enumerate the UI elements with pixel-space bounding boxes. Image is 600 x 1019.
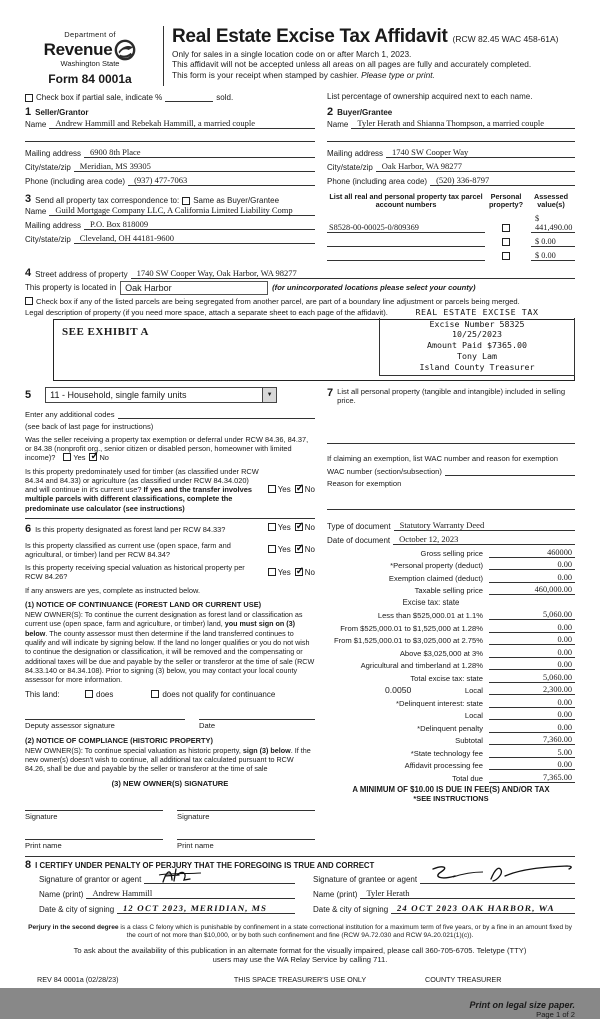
legal-size-note: Print on legal size paper. [469, 999, 575, 1010]
grantee-name-label: Name (print) [313, 889, 358, 899]
deputy-date-line[interactable] [199, 709, 315, 720]
stamp-title: REAL ESTATE EXCISE TAX [415, 306, 539, 317]
seller-city-input[interactable]: Meridian, MS 39305 [74, 161, 315, 172]
exemption-no-checkbox[interactable] [89, 453, 97, 461]
section-7-number: 7 [327, 386, 334, 399]
local-tax-value[interactable]: 2,300.00 [489, 685, 575, 695]
exhibit-a-text: SEE EXHIBIT A [62, 325, 150, 338]
rev-form-number: REV 84 0001a (02/28/23) [37, 974, 119, 984]
owner-print-name-line-1[interactable] [25, 829, 163, 840]
historic-no-checkbox[interactable] [295, 568, 303, 576]
current-use-question: Is this property classified as current use (open space, farm and agricultural, or timber) land per RCW 84.34? Yes ✓ No [25, 541, 315, 560]
assessed-value-input[interactable]: $ 0.00 [531, 251, 575, 261]
tax-row: Subtotal 7,360.00 [327, 735, 575, 745]
local-tax-row: 0.0050 Local 2,300.00 [327, 685, 575, 695]
grantor-name-input[interactable]: Andrew Hammill [86, 888, 295, 899]
stamp-amount-paid: Amount Paid $7365.00 [427, 340, 527, 351]
historic-question: Is this property receiving special valuation as historical property per RCW 84.26? Yes ✓ No [25, 563, 315, 582]
ownership-percent-note: List percentage of ownership acquired next to each name. [327, 92, 533, 101]
section-8-number: 8 [25, 858, 32, 871]
same-as-buyer-label: Same as Buyer/Grantee [193, 196, 280, 205]
total-due-value[interactable]: 7,365.00 [489, 773, 575, 783]
seller-name-label: Name [25, 120, 47, 129]
buyer-name-input[interactable]: Tyler Herath and Shianna Thompson, a married couple [351, 118, 575, 129]
section-5-number: 5 [25, 388, 32, 401]
section-divider [25, 518, 315, 519]
stamp-treasurer-title: Island County Treasurer [419, 361, 535, 372]
total-state-tax-value[interactable]: 5,060.00 [489, 673, 575, 683]
type-of-document-label: Type of document [327, 521, 391, 531]
tax-row: Total excise tax: state 5,060.00 [327, 673, 575, 683]
owner-print-name-line-2[interactable] [177, 829, 315, 840]
partial-sale-label: Check box if partial sale, indicate % [36, 93, 163, 102]
type-of-document-input[interactable]: Statutory Warranty Deed [394, 520, 575, 531]
forest-land-question: 6 Is this property designated as forest land per RCW 84.33? Yes ✓ No [25, 523, 315, 537]
grantee-signature [425, 863, 575, 885]
minimum-due-note: A MINIMUM OF $10.00 IS DUE IN FEE(S) AND/OR TAX [352, 785, 550, 795]
corr-name-label: Name [25, 207, 47, 216]
personal-property-label: List all personal property (tangible and intangible) included in selling price. [337, 386, 566, 406]
corr-name-input[interactable]: Guild Mortgage Company LLC, A California Limited Liability Comp [49, 205, 315, 216]
seller-grantor-title: Seller/Grantor [35, 108, 89, 117]
new-owner-signature-title: (3) NEW OWNER(S) SIGNATURE [111, 778, 229, 788]
tier1-tax-value[interactable]: 5,060.00 [489, 610, 575, 620]
delinquent-interest-local-value[interactable]: 0.00 [489, 710, 575, 720]
seller-city-label: City/state/zip [25, 163, 71, 172]
perjury-notice: Perjury in the second degree is a class C felony which is punishable by confinement in a state correctional institution for a maximum term of five years, or by a fine in an amount fixed by the court of not more than $10,000, or by both such confinement and fine (RCW 9A.72.030 and RCW 9A.20.021(1)(c)). [28, 923, 572, 940]
tax-row: *State technology fee 5.00 [327, 748, 575, 758]
additional-codes-label: Enter any additional codes [25, 409, 115, 419]
assessed-value-input[interactable]: $ 441,490.00 [531, 214, 575, 233]
deputy-date-label: Date [199, 720, 216, 730]
exemption-yes-checkbox[interactable] [63, 453, 71, 461]
print-instructions [25, 1000, 575, 1019]
grantee-signature-label: Signature of grantee or agent [313, 874, 418, 884]
does-not-label: does not qualify for continuance [162, 689, 276, 699]
parcel-personal-checkbox[interactable] [502, 238, 510, 246]
header-note-3: This form is your receipt when stamped by cashier. Please type or print. [172, 69, 435, 80]
affidavit-processing-fee-value[interactable]: 0.00 [489, 760, 575, 770]
seller-mailing-label: Mailing address [25, 149, 82, 158]
buyer-name-label: Name [327, 120, 349, 129]
deputy-signature-label: Deputy assessor signature [25, 720, 115, 730]
grantee-name-input[interactable]: Tyler Herath [360, 888, 575, 899]
partial-percent-input[interactable] [165, 92, 213, 102]
print-name-label: Print name [25, 840, 62, 850]
tax-row: Local 0.00 [327, 710, 575, 720]
parcel-personal-checkbox[interactable] [502, 224, 510, 232]
parcel-numbers-header: List all real and personal property tax parcel account numbers [329, 192, 483, 210]
seller-phone-input[interactable]: (937) 477-7063 [128, 175, 315, 186]
treasurer-stamp [379, 307, 575, 377]
date-of-document-input[interactable]: October 12, 2023 [393, 534, 575, 545]
agency-block [25, 26, 155, 86]
exemption-claimed-value[interactable]: 0.00 [489, 573, 575, 583]
section-2-buyer [327, 106, 575, 189]
forest-yes-checkbox[interactable] [268, 523, 276, 531]
buyer-city-input[interactable]: Oak Harbor, WA 98277 [376, 161, 575, 172]
section-5-use-code [25, 387, 315, 403]
legal-description-label: Legal description of property (if you need more space, attach a separate sheet to each page of the affidavit). [25, 307, 388, 317]
parcel-row [327, 214, 575, 233]
grantor-signature-label: Signature of grantor or agent [39, 874, 142, 884]
section-1-seller [25, 106, 315, 189]
notice-of-compliance [25, 736, 315, 850]
does-label: does [96, 689, 114, 699]
additional-codes-input[interactable] [118, 409, 316, 419]
corr-mailing-label: Mailing address [25, 221, 82, 230]
located-in-label: This property is located in [25, 283, 117, 293]
alternate-format-notice: To ask about the availability of this publication in an alternate format for the visually impaired, please call 360-705-6705. Teletype (TTY) users may use the WA Relay Service by calling 711. [73, 945, 527, 965]
codes-instructions-note: (see back of last page for instructions) [25, 421, 154, 431]
rcw-reference: (RCW 82.45 WAC 458-61A) [452, 34, 559, 44]
treasurer-use-only-label: THIS SPACE TREASURER'S USE ONLY [233, 974, 367, 984]
historic-yes-checkbox[interactable] [268, 568, 276, 576]
exemption-claim-label: If claiming an exemption, list WAC number and reason for exemption [327, 453, 559, 463]
assessed-value-header: Assessed value(s) [533, 192, 569, 210]
tax-row: Exemption claimed (deduct) 0.00 [327, 573, 575, 583]
deputy-signature-line[interactable] [25, 709, 185, 720]
tier3-tax-value[interactable]: 0.00 [489, 635, 575, 645]
section-2-number: 2 [327, 106, 334, 118]
seller-mailing-input[interactable]: 6900 8th Place [84, 147, 315, 158]
buyer-grantee-title: Buyer/Grantee [337, 108, 393, 117]
parcel-number-input[interactable] [327, 251, 485, 261]
grantor-name-label: Name (print) [39, 889, 84, 899]
seller-phone-label: Phone (including area code) [25, 177, 126, 186]
tax-row: Less than $525,000.01 at 1.1% 5,060.00 [327, 610, 575, 620]
stamp-treasurer-name: Tony Lam [457, 350, 497, 361]
section-7-personal-property [327, 387, 575, 406]
personal-property-header: Personal property? [488, 192, 524, 210]
parcel-table [327, 193, 575, 261]
grantee-date-label: Date & city of signing [313, 904, 389, 914]
date-of-document-label: Date of document [327, 535, 391, 545]
unincorporated-note: (for unincorporated locations please select your county) [272, 283, 476, 293]
buyer-mailing-label: Mailing address [327, 149, 384, 158]
tax-row: From $1,525,000.01 to $3,025,000 at 2.75% 0.00 [327, 635, 575, 645]
street-address-input[interactable]: 1740 SW Cooper Way, Oak Harbor, WA 98277 [131, 268, 575, 279]
signature-label: Signature [177, 811, 210, 821]
land-qualify-row [25, 690, 315, 699]
form-header [25, 26, 575, 86]
land-does-checkbox[interactable] [85, 690, 93, 698]
notice-of-continuance [25, 600, 315, 730]
tax-row: Total due 7,365.00 [327, 773, 575, 783]
notice-2-title: (2) NOTICE OF COMPLIANCE (HISTORIC PROPERTY) [25, 735, 213, 745]
personal-property-input[interactable] [327, 434, 575, 444]
parcel-personal-checkbox[interactable] [502, 252, 510, 260]
parcel-row [327, 251, 575, 261]
buyer-phone-label: Phone (including area code) [327, 177, 428, 186]
timber-question: Is this property predominately used for timber (as classified under RCW 84.34 and 84.33) or agriculture (as classified under RCW 84.34.020) and will continue in it's current use? If yes and the transfer involves multiple parcels with different classifications, complete the predominate use calculator (see instructions) Yes ✓ No [25, 467, 315, 513]
street-address-label: Street address of property [35, 269, 128, 279]
this-land-label: This land: [25, 689, 60, 699]
section-8-certification [25, 856, 575, 918]
tier4-tax-value[interactable]: 0.00 [489, 648, 575, 658]
delinquent-interest-state-value[interactable]: 0.00 [489, 698, 575, 708]
corr-city-input[interactable]: Cleveland, OH 44181-9600 [74, 233, 315, 244]
reason-exemption-label: Reason for exemption [327, 478, 402, 488]
corr-mailing-input[interactable]: P.O. Box 818009 [84, 219, 315, 230]
tax-row: *Personal property (deduct) 0.00 [327, 560, 575, 570]
local-rate-value: 0.0050 [385, 685, 412, 696]
wac-number-input[interactable] [445, 466, 575, 476]
partial-sold-label: sold. [216, 93, 234, 102]
parcel-row [327, 237, 575, 247]
county-treasurer-label: COUNTY TREASURER [425, 974, 502, 984]
seller-name-input[interactable]: Andrew Hammill and Rebekah Hammill, a married couple [49, 118, 315, 129]
agricultural-tax-value[interactable]: 0.00 [489, 660, 575, 670]
notice-1-title: (1) NOTICE OF CONTINUANCE (FOREST LAND OR CURRENT USE) [25, 599, 262, 609]
tax-row: Gross selling price 460000 [327, 548, 575, 558]
dor-swoosh-logo-icon [114, 39, 136, 61]
land-does-not-checkbox[interactable] [151, 690, 159, 698]
revenue-wordmark: Revenue [43, 40, 113, 59]
currentuse-no-checkbox[interactable] [295, 545, 303, 553]
stamp-excise-number: Excise Number 58325 [429, 318, 525, 329]
exemption-question: Was the seller receiving a property tax exemption or deferral under RCW 84.36, 84.37, or 84.38 (nonprofit org., senior citizen or disabled person, homeowner with limited income)? Yes ✓ No [25, 435, 315, 463]
section-3-number: 3 [25, 193, 32, 205]
assessed-value-input[interactable]: $ 0.00 [531, 237, 575, 247]
if-yes-note: If any answers are yes, complete as instructed below. [25, 585, 200, 595]
section-1-number: 1 [25, 106, 32, 118]
header-divider [163, 26, 164, 86]
tier2-tax-value[interactable]: 0.00 [489, 623, 575, 633]
forest-no-checkbox[interactable] [295, 523, 303, 531]
section-4-number: 4 [25, 266, 32, 279]
corr-city-label: City/state/zip [25, 235, 71, 244]
signature-label: Signature [25, 811, 58, 821]
tax-row: Affidavit processing fee 0.00 [327, 760, 575, 770]
header-note-1: Only for sales in a single location code on or after March 1, 2023. [172, 49, 412, 59]
parcel-number-input[interactable]: S8528-00-00025-0/809369 [327, 223, 485, 233]
dropdown-arrow-icon[interactable]: ▼ [262, 388, 276, 402]
segregated-checkbox[interactable] [25, 297, 33, 305]
page-indicator: Page 1 of 2 [536, 1009, 575, 1019]
notice-2-body: NEW OWNER(S): To continue special valuation as historic property, sign (3) below. If the new owner(s) doesn't wish to continue, all additional tax calculated pursuant to RCW 84.26, shall be due and payable by the seller or transferor at the time of sale [25, 745, 311, 774]
stamp-date: 10/25/2023 [452, 329, 502, 340]
section-6-number: 6 [25, 522, 32, 535]
tax-row: Agricultural and timberland at 1.28% 0.00 [327, 660, 575, 670]
section-3-correspondence [25, 193, 315, 261]
tax-row: *Delinquent penalty 0.00 [327, 723, 575, 733]
correspondence-label: Send all property tax correspondence to: [35, 196, 180, 205]
buyer-name-extra-line[interactable] [327, 132, 575, 142]
county-select[interactable]: Oak Harbor [120, 281, 268, 295]
timber-no-checkbox[interactable] [295, 485, 303, 493]
seller-name-extra-line[interactable] [25, 132, 315, 142]
segregated-label: Check box if any of the listed parcels are being segregated from another parcel, are part of a boundary line adjustment or parcels being merged. [36, 296, 520, 306]
gross-selling-price-value[interactable]: 460000 [489, 548, 575, 558]
owner-signature-line-1[interactable] [25, 800, 163, 811]
tax-row: *Delinquent interest: state 0.00 [327, 698, 575, 708]
grantor-signature [157, 866, 247, 886]
timber-yes-checkbox[interactable] [268, 485, 276, 493]
tax-row: From $525,000.01 to $1,525,000 at 1.28% 0.00 [327, 623, 575, 633]
wac-number-label: WAC number (section/subsection) [327, 466, 442, 476]
header-note-2: This affidavit will not be accepted unless all areas on all pages are fully and accurately completed. [172, 59, 532, 70]
form-title: Real Estate Excise Tax Affidavit [172, 26, 448, 47]
taxable-selling-price-value[interactable]: 460,000.00 [489, 585, 575, 595]
grantor-date-label: Date & city of signing [39, 904, 115, 914]
land-use-code-value: 11 - Household, single family units [50, 389, 187, 400]
see-instructions-note: *SEE INSTRUCTIONS [413, 794, 489, 804]
partial-sale-checkbox[interactable] [25, 94, 33, 102]
parcel-number-input[interactable] [327, 237, 485, 247]
land-use-code-dropdown[interactable] [45, 387, 277, 403]
tax-row: Taxable selling price 460,000.00 [327, 585, 575, 595]
notice-1-body: NEW OWNER(S): To continue the current designation as forest land or classification as current use (open space, farm and agriculture, or timber) land, you must sign on (3) below. The county assessor must then determine if the land transferred continues to qualify and will indicate by signing below. If the land no longer qualifies or you do not wish to continue the designation or classification, it will be removed and the compensating or additional taxes will be due and payable by the seller or transferor at the time of sale (RCW 84.33.140 or 84.34.108). Prior to signing (3) below, you may contact your local county assessor for more information. [25, 609, 315, 685]
grantee-date-input[interactable]: 24 OCT 2023 OAK HARBOR, WA [391, 903, 575, 914]
owner-signature-line-2[interactable] [177, 800, 315, 811]
excise-tax-state-header: Excise tax: state [402, 598, 460, 608]
certify-statement: I CERTIFY UNDER PENALTY OF PERJURY THAT THE FOREGOING IS TRUE AND CORRECT [35, 860, 375, 870]
currentuse-yes-checkbox[interactable] [268, 545, 276, 553]
personal-property-deduct-value[interactable]: 0.00 [489, 560, 575, 570]
delinquent-penalty-value[interactable]: 0.00 [489, 723, 575, 733]
state-technology-fee-value[interactable]: 5.00 [489, 748, 575, 758]
form-number: Form 84 0001a [48, 72, 132, 86]
subtotal-value[interactable]: 7,360.00 [489, 735, 575, 745]
buyer-phone-input[interactable]: (520) 336-8797 [430, 175, 575, 186]
grantor-date-input[interactable]: 12 OCT 2023, MERIDIAN, MS [117, 903, 295, 914]
print-name-label: Print name [177, 840, 214, 850]
section-4-property [25, 267, 575, 381]
same-as-buyer-checkbox[interactable] [182, 197, 190, 205]
buyer-mailing-input[interactable]: 1740 SW Cooper Way [386, 147, 575, 158]
buyer-city-label: City/state/zip [327, 163, 373, 172]
tax-row: Above $3,025,000 at 3% 0.00 [327, 648, 575, 658]
washington-state-label: Washington State [60, 59, 120, 68]
reason-exemption-input[interactable] [327, 500, 575, 510]
dept-of-label: Department of [64, 30, 116, 39]
